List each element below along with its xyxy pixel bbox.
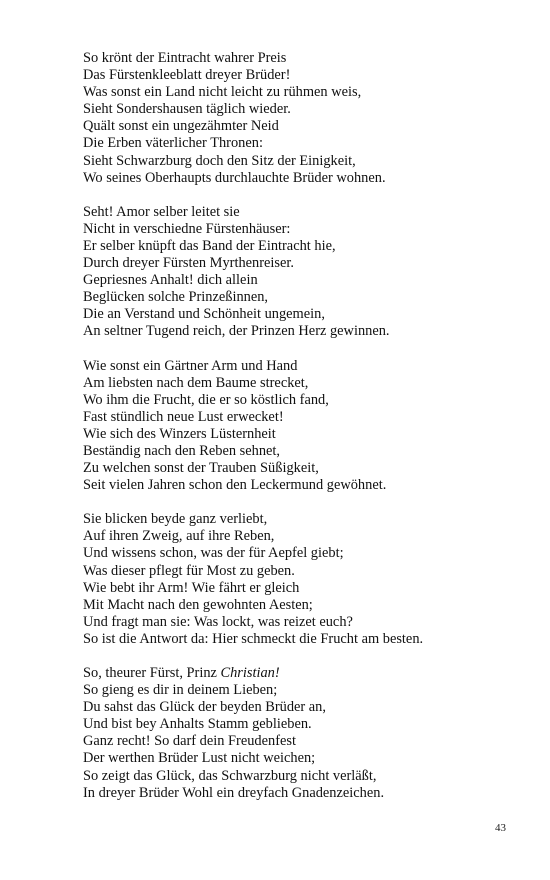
line-text: Beständig nach den Reben sehnet, xyxy=(83,442,281,459)
line-text: Nicht in verschiedne Fürstenhäuser: xyxy=(83,220,291,237)
poem-line xyxy=(83,306,523,323)
line-text: Du sahst das Glück der beyden Brüder an, xyxy=(83,699,326,716)
poem-line xyxy=(83,614,523,631)
line-text: Was sonst ein Land nicht leicht zu rühmen weis, xyxy=(83,84,362,101)
poem-line xyxy=(83,204,523,221)
poem-line xyxy=(83,545,523,562)
poem-line xyxy=(83,426,523,443)
poem-line xyxy=(83,238,523,255)
poem-line xyxy=(83,358,523,375)
line-text: Sieht Schwarzburg doch den Sitz der Einigkeit, xyxy=(83,152,356,169)
line-text: Das Fürstenkleeblatt dreyer Brüder! xyxy=(83,67,291,84)
poem-line xyxy=(83,101,523,118)
poem-line xyxy=(83,135,523,152)
line-text: Und fragt man sie: Was lockt, was reizet euch? xyxy=(83,613,353,630)
line-text: Wie sich des Winzers Lüsternheit xyxy=(83,425,276,442)
page-number: 43 xyxy=(495,822,506,834)
line-text: Am liebsten nach dem Baume strecket, xyxy=(83,374,309,391)
line-text: Sieht Sondershausen täglich wieder. xyxy=(83,101,291,118)
stanza xyxy=(83,204,523,341)
poem-line xyxy=(83,511,523,528)
line-text: Durch dreyer Fürsten Myrthenreiser. xyxy=(83,255,294,272)
poem-line xyxy=(83,221,523,238)
line-text: Die an Verstand und Schönheit ungemein, xyxy=(83,306,325,323)
poem-line xyxy=(83,665,523,682)
poem-line xyxy=(83,528,523,545)
line-text: So krönt der Eintracht wahrer Preis xyxy=(83,50,287,66)
poem-line xyxy=(83,50,523,67)
poem-line xyxy=(83,699,523,716)
poem-line xyxy=(83,289,523,306)
poem-line xyxy=(83,272,523,289)
line-text: Wie sonst ein Gärtner Arm und Hand xyxy=(83,357,298,374)
line-text: Zu welchen sonst der Trauben Süßigkeit, xyxy=(83,460,319,477)
line-text: Seht! Amor selber leitet sie xyxy=(83,203,240,220)
line-text: Gepriesnes Anhalt! dich allein xyxy=(83,272,258,289)
poem-line xyxy=(83,631,523,648)
line-text: Und bist bey Anhalts Stamm geblieben. xyxy=(83,716,312,733)
poem-text xyxy=(83,50,523,819)
poem-line xyxy=(83,409,523,426)
line-text: So, theurer Fürst, Prinz xyxy=(83,665,221,681)
poem-line xyxy=(83,323,523,340)
poem-line xyxy=(83,375,523,392)
stanza xyxy=(83,665,523,802)
poem-line xyxy=(83,750,523,767)
line-text: Der werthen Brüder Lust nicht weichen; xyxy=(83,750,316,767)
poem-line xyxy=(83,785,523,802)
line-text: An seltner Tugend reich, der Prinzen Herz gewinnen. xyxy=(83,323,390,340)
line-text: In dreyer Brüder Wohl ein dreyfach Gnadenzeichen. xyxy=(83,784,385,801)
poem-line xyxy=(83,460,523,477)
poem-line xyxy=(83,443,523,460)
stanza xyxy=(83,358,523,495)
poem-line xyxy=(83,153,523,170)
line-text: Quält sonst ein ungezähmter Neid xyxy=(83,118,279,135)
line-text: Wie bebt ihr Arm! Wie fährt er gleich xyxy=(83,579,300,596)
poem-line xyxy=(83,67,523,84)
line-text: Und wissens schon, was der für Aepfel giebt; xyxy=(83,545,344,562)
line-text: Beglücken solche Prinzeßinnen, xyxy=(83,289,269,306)
poem-line xyxy=(83,118,523,135)
line-text: Sie blicken beyde ganz verliebt, xyxy=(83,511,268,528)
poem-line xyxy=(83,768,523,785)
poem-line xyxy=(83,597,523,614)
line-text: So zeigt das Glück, das Schwarzburg nicht verläßt, xyxy=(83,767,377,784)
line-text: Fast stündlich neue Lust erwecket! xyxy=(83,408,284,425)
line-italic-text: Christian! xyxy=(220,665,280,681)
line-text: So ist die Antwort da: Hier schmeckt die Frucht am besten. xyxy=(83,630,424,647)
line-text: Was dieser pflegt für Most zu geben. xyxy=(83,562,295,579)
poem-line xyxy=(83,170,523,187)
line-text: Mit Macht nach den gewohnten Aesten; xyxy=(83,596,313,613)
line-text: Wo seines Oberhaupts durchlauchte Brüder wohnen. xyxy=(83,169,386,186)
line-text: So gieng es dir in deinem Lieben; xyxy=(83,682,278,699)
poem-line xyxy=(83,392,523,409)
poem-line xyxy=(83,682,523,699)
poem-line xyxy=(83,477,523,494)
poem-line xyxy=(83,716,523,733)
poem-line xyxy=(83,733,523,750)
line-text: Seit vielen Jahren schon den Leckermund gewöhnet. xyxy=(83,477,387,494)
line-text: Auf ihren Zweig, auf ihre Reben, xyxy=(83,528,275,545)
stanza xyxy=(83,511,523,648)
stanza xyxy=(83,50,523,187)
line-text: Die Erben väterlicher Thronen: xyxy=(83,135,263,152)
poem-line xyxy=(83,563,523,580)
poem-line xyxy=(83,84,523,101)
line-text: Wo ihm die Frucht, die er so köstlich fand, xyxy=(83,391,329,408)
poem-line xyxy=(83,580,523,597)
line-text: Er selber knüpft das Band der Eintracht hie, xyxy=(83,237,336,254)
poem-line xyxy=(83,255,523,272)
line-text: Ganz recht! So darf dein Freudenfest xyxy=(83,733,296,750)
